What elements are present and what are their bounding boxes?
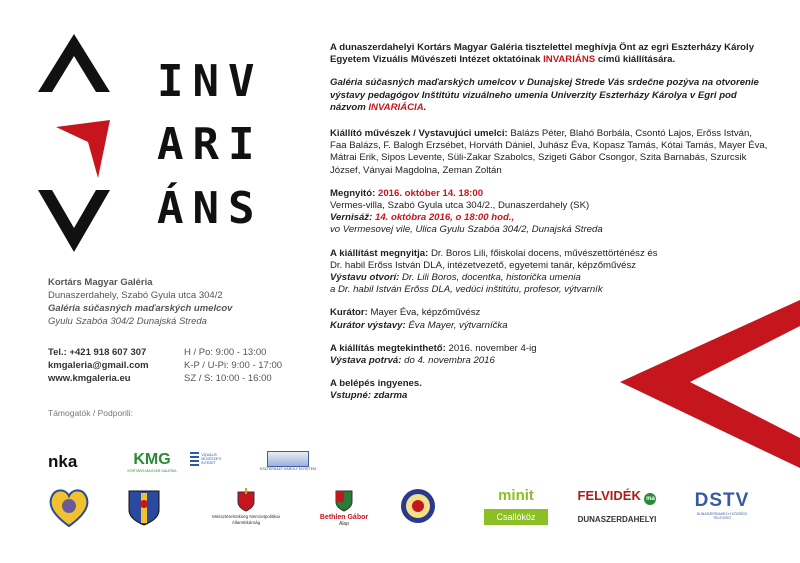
kmg-logo: KMG KORTÁRS MAGYAR GALÉRIA [127, 451, 177, 473]
gallery-info [48, 276, 318, 328]
invitation-text [330, 42, 770, 414]
title-line-2: ARI [157, 119, 264, 170]
gallery-address-hu: Dunaszerdahely, Szabó Gyula utca 304/2 [48, 290, 223, 301]
curator: Kurátor: Mayer Éva, képzőművész Kurátor výstavy: Éva Mayer, výtvarníčka [330, 307, 508, 331]
hours-line-1: H / Po: 9:00 - 13:00 [184, 347, 267, 358]
heart-logo [48, 488, 90, 530]
title-line-3: ÁNS [157, 183, 264, 234]
chevron-down-shape [38, 190, 110, 252]
nka-logo: nka [48, 452, 78, 471]
minit-logo: minit Csallóköz [484, 487, 548, 525]
red-arrow-shape [56, 120, 110, 178]
eszterhazy-logo: ESZTERHÁZY KÁROLY EGYETEM [258, 451, 318, 471]
entry: A belépés ingyenes. Vstupné: zdarma [330, 378, 422, 402]
intro-hu: A dunaszerdahelyi Kortárs Magyar Galéria tisztelettel meghívja Önt az egri Eszterházy Károly Egyetem Vizuális Művészeti Intézet oktatóinak INVARIÁNS című kiállítására. [330, 42, 755, 66]
exhibition-title-sk: INVARIÁCIA [368, 101, 424, 113]
felvidek-logo: FELVIDÉK ma DUNASZERDAHELYI [577, 488, 657, 524]
gallery-address-sk: Gyulu Szabóa 304/2 Dunajská Streda [48, 316, 207, 327]
vizualis-logo: VIZUÁLIS MŰVÉSZETI INTÉZET [190, 452, 236, 466]
title-line-1: INV [157, 56, 264, 107]
invarians-graphic [38, 30, 148, 260]
duration: A kiállítás megtekinthető: 2016. november 4-ig Výstava potrvá: do 4. novembra 2016 [330, 342, 537, 367]
bethlen-logo: Bethlen Gábor Alap [312, 490, 376, 527]
exhibition-title-hu: INVARIÁNS [543, 54, 596, 66]
web-link[interactable]: www.kmgaleria.eu [48, 373, 131, 384]
gallery-name-sk: Galéria súčasných maďarských umelcov [48, 303, 233, 314]
hours-line-3: SZ / S: 10:00 - 16:00 [184, 373, 272, 384]
opening: Megnyitó: 2016. október 14. 18:00 Vermes-villa, Szabó Gyula utca 304/2., Dunaszerdahely (SK) Vernisáž: 14. októbra 2016, o 18:00 hod., vo Vermesovej vile, Ulica Gyulu Szabóa 304/2, Dunajská Streda [330, 187, 603, 236]
gallery-name-hu: Kortárs Magyar Galéria [48, 277, 153, 288]
artists: Kiállító művészek / Vystavujúci umelci: Balázs Péter, Blahó Borbála, Csontó Lajos, Erőss István, Faa Balázs, F. Balogh Erzsébet, Horváth Dániel, Juhász Éva, Kopasz Tamás, Kótai Tamás, Mayer Éva, Mátrai Erik, Sipos Levente, Süli-Zakar Szabolcs, Szigeti Gábor Csongor, Szita Barnabás, Szurcsik József, Ványai Magdolna, Zeman Zoltán [330, 128, 768, 176]
email-link[interactable]: kmgaleria@gmail.com [48, 360, 149, 371]
coat-of-arms-logo [128, 490, 160, 528]
ministry-logo: Minisztérelnökség Nemzetpolitikai Államtitkárság [200, 488, 292, 526]
opened-by: A kiállítást megnyitja: Dr. Boros Lili, főiskolai docens, művészettörténész és Dr. habil Erőss István DLA, intézetvezető, egyetemi tanár, képzőművész Výstavu otvorí: Dr. Lili Boros, docentka, historička umenia a Dr. habil István Erőss DLA, vedúci inštitútu, profesor, výtvarník [330, 247, 658, 296]
hours-line-2: K-P / U-Pi: 9:00 - 17:00 [184, 360, 283, 371]
chevron-up-shape [38, 34, 110, 92]
sponsors-label: Támogatók / Podporili: [48, 408, 134, 418]
opening-hours [184, 346, 282, 385]
intro-sk: Galéria súčasných maďarských umelcov v Dunajskej Strede Vás srdečne pozýva na otvorenie výstavy pedagógov Inštitútu vizuálneho umenia Univerzity Eszterházy Károlya v Egri pod názvom INVARIÁCIA. [330, 77, 759, 113]
phone: Tel.: +421 918 607 307 [48, 347, 147, 358]
contact-block [48, 346, 149, 385]
dstv-logo: DSTV DUNASZERDAHELYI KÖZSÉGI TELEVÍZIÓ [694, 490, 750, 520]
round-seal-logo [400, 488, 436, 526]
